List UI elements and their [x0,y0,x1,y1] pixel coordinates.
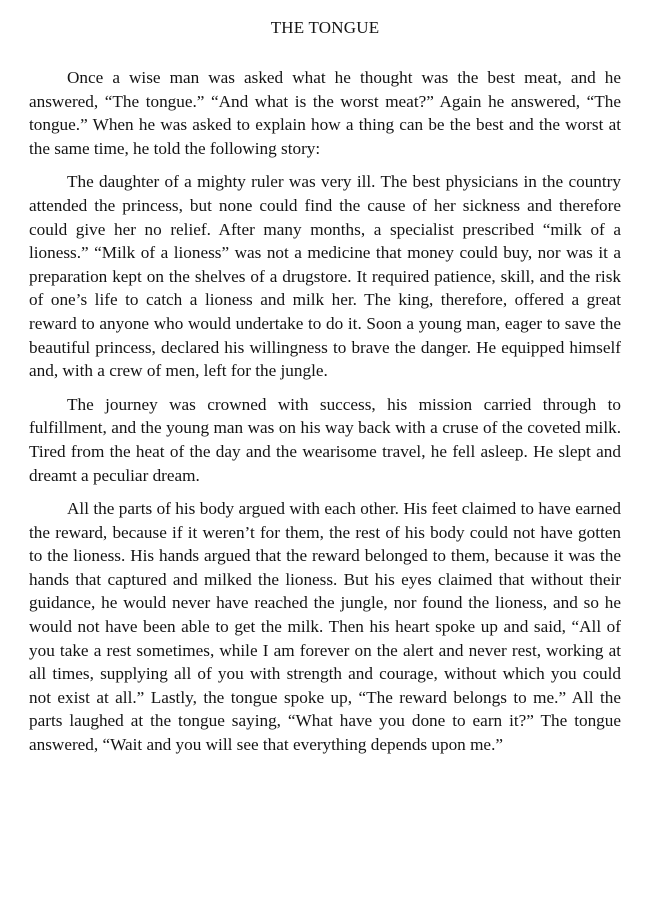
paragraph-3: The journey was crowned with success, his mission carried through to fulfillment, and the young man was on his way back with a cruse of the coveted milk. Tired from the heat of the day and the wearisome travel, he fell asleep. He slept and dreamt a peculiar dream. [29,394,621,485]
paragraph-1: Once a wise man was asked what he thought was the best meat, and he answered, “The tongue.” “And what is the worst meat?” Again he answered, “The tongue.” When he was asked to explain how a thing can be the best and the worst at the same time, he told the following story: [29,68,621,158]
paragraph-2: The daughter of a mighty ruler was very ill. The best physicians in the country attended the princess, but none could find the cause of her sickness and therefore could give her no relief. After many months, a specialist prescribed “milk of a lioness.” “Milk of a lioness” was not a medicine that money could buy, nor was it a preparation kept on the shelves of a drugstore. It required patience, skill, and the risk of one’s life to catch a lioness and milk her. The king, therefore, offered a great reward to anyone who would undertake to do it. Soon a young man, eager to save the beautiful princess, declared his willingness to brave the danger. He equipped himself and, with a crew of men, left for the jungle. [29,172,621,381]
page-title: THE TONGUE [270,18,380,37]
paragraph-4: All the parts of his body argued with each other. His feet claimed to have earned the reward, because if it weren’t for them, the rest of his body could not have gotten to the lioness. His hands argued that the reward belonged to them, because it was the hands that captured and milked the lioness. But his eyes claimed that without their guidance, he would never have reached the jungle, nor found the lioness, and so he would not have been able to get the milk. Then his heart spoke up and said, “All of you take a rest sometimes, while I am forever on the alert and never rest, working at all times, supplying all of you with strength and courage, without which you could not exist at all.” Lastly, the tongue spoke up, “The reward belongs to me.” All the parts laughed at the tongue saying, “What have you done to earn it?” The tongue answered, “Wait and you will see that everything depends upon me.” [29,499,621,755]
document-page [29,18,621,767]
